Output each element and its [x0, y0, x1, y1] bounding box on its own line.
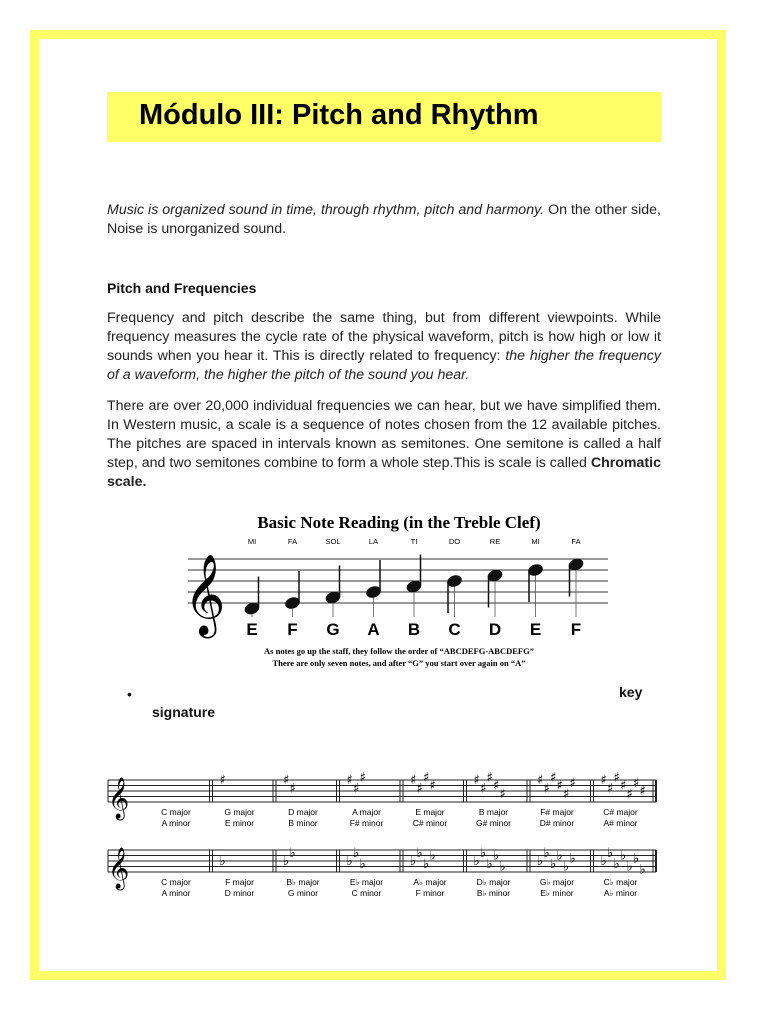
- sharp-icon: ♯: [429, 778, 436, 794]
- intro-italic: Music is organized sound in time, through rhythm, pitch and harmony.: [107, 202, 545, 218]
- bullet-marker: •: [127, 686, 132, 702]
- sharp-icon: ♯: [613, 770, 620, 786]
- flat-icon: ♭: [543, 845, 550, 861]
- notes: [243, 537, 585, 639]
- solfege-label: MI: [247, 537, 257, 546]
- solfege-label: SOL: [325, 537, 341, 546]
- flat-icon: ♭: [550, 856, 557, 872]
- key-minor-label: A minor: [161, 888, 191, 898]
- key-minor-label: A# minor: [603, 818, 638, 828]
- solfege-label: MI: [531, 537, 540, 546]
- flat-icon: ♭: [556, 848, 563, 864]
- intro-paragraph: [107, 201, 661, 239]
- sharp-icon: ♯: [499, 786, 506, 802]
- flat-icon: ♭: [289, 845, 296, 861]
- sharp-icon: ♯: [486, 770, 493, 786]
- flat-icon: ♭: [480, 845, 487, 861]
- key-minor-label: D# minor: [539, 818, 575, 828]
- key-minor-label: C minor: [351, 888, 382, 898]
- flat-icon: ♭: [626, 859, 633, 875]
- key-label-word2: signature: [152, 704, 216, 720]
- flat-icon: ♭: [346, 854, 353, 869]
- key-minor-label: G# minor: [476, 818, 511, 828]
- flat-icon: ♭: [569, 851, 576, 867]
- sharp-icon: ♯: [620, 778, 627, 794]
- note-letter: D: [488, 620, 502, 639]
- sharp-icon: ♯: [289, 781, 296, 797]
- sharp-icon: ♯: [359, 770, 366, 786]
- key-major-label: F# major: [540, 807, 574, 817]
- note-letter: E: [246, 620, 258, 639]
- flat-icon: ♭: [633, 851, 640, 867]
- key-minor-label: B minor: [288, 818, 318, 828]
- key-major-label: G♭ major: [539, 877, 575, 887]
- key-major-label: D♭ major: [476, 877, 511, 887]
- key-minor-label: G minor: [287, 888, 319, 898]
- flat-icon: ♭: [639, 862, 646, 878]
- flat-icon: ♭: [219, 854, 226, 869]
- key-minor-label: D minor: [224, 888, 255, 898]
- note-letter: F: [287, 620, 298, 639]
- pitch-paragraph: [107, 309, 661, 385]
- key-major-label: C major: [161, 807, 191, 817]
- page-title: Módulo III: Pitch and Rhythm: [139, 99, 539, 131]
- sharp-icon: ♯: [543, 781, 550, 797]
- sharp-icon: ♯: [569, 775, 576, 791]
- sharp-icon: ♯: [480, 781, 487, 797]
- sharp-icon: ♯: [346, 773, 353, 788]
- note-reading-figure: [180, 505, 620, 675]
- figure-caption-2: There are only seven notes, and after “G” you start over again on “A”: [272, 658, 526, 668]
- key-major-label: B♭ major: [286, 877, 320, 887]
- figure-title: Basic Note Reading (in the Treble Clef): [257, 513, 541, 532]
- sharp-icon: ♯: [353, 781, 360, 797]
- sharp-icon: ♯: [537, 773, 544, 788]
- key-minor-label: F# minor: [349, 818, 384, 828]
- sharp-icon: ♯: [219, 773, 226, 788]
- sharp-icon: ♯: [556, 778, 563, 794]
- sharp-icon: ♯: [423, 770, 430, 786]
- flat-icon: ♭: [537, 854, 544, 869]
- note-letter: G: [326, 620, 340, 639]
- key-minor-label: C# minor: [412, 818, 448, 828]
- note-letter: B: [407, 620, 421, 639]
- note-letter: E: [529, 620, 542, 639]
- key-major-label: G major: [224, 807, 255, 817]
- key-major-label: C major: [161, 877, 191, 887]
- key-major-label: A major: [352, 807, 381, 817]
- key-minor-label: B♭ minor: [476, 888, 511, 898]
- sharp-icon: ♯: [639, 784, 646, 799]
- solfege-label: LA: [368, 537, 379, 546]
- pitch-italic: the higher the frequency of a waveform, the higher the pitch of the sound you hear.: [107, 348, 661, 383]
- flat-icon: ♭: [600, 854, 607, 869]
- key-minor-label: F minor: [415, 888, 445, 898]
- section-heading: Pitch and Frequencies: [107, 280, 257, 296]
- key-major-label: C# major: [603, 807, 638, 817]
- flat-icon: ♭: [607, 845, 614, 861]
- sharp-icon: ♯: [473, 773, 480, 788]
- key-major-label: F major: [225, 877, 254, 887]
- solfege-label: FA: [287, 537, 298, 546]
- sharp-icon: ♯: [410, 773, 417, 788]
- sharp-icon: ♯: [283, 773, 290, 788]
- flat-icon: ♭: [613, 856, 620, 872]
- treble-clef-icon: 𝄞: [108, 848, 130, 889]
- sharp-icon: ♯: [563, 786, 570, 802]
- treble-clef-icon: 𝄞: [184, 553, 226, 635]
- title-banner: [107, 92, 661, 142]
- sharp-keys-row: [108, 770, 656, 828]
- scale-text: There are over 20,000 individual frequencies we can hear, but we have simplified them. In Western music, a scale is a sequence of notes chosen from the 12 available pitches. The pitches are spaced in intervals known as semitones. One semitone is called a half step, and two semitones combine to form a whole step.This is scale is called: [107, 398, 661, 471]
- flat-icon: ♭: [353, 845, 360, 861]
- flat-icon: ♭: [473, 854, 480, 869]
- key-major-label: C♭ major: [603, 877, 638, 887]
- key-minor-label: A♭ minor: [603, 888, 638, 898]
- key-label-word1: key: [619, 684, 643, 700]
- key-minor-label: E♭ minor: [540, 888, 574, 898]
- solfege-label: FA: [571, 537, 581, 546]
- figure-caption-1: As notes go up the staff, they follow the order of “ABCDEFG-ABCDEFG”: [264, 646, 534, 656]
- key-minor-label: E minor: [224, 818, 255, 828]
- scale-bold: Chromatic scale.: [107, 455, 661, 490]
- key-major-label: D major: [288, 807, 318, 817]
- key-minor-label: A minor: [161, 818, 191, 828]
- sharp-icon: ♯: [633, 775, 640, 791]
- key-major-label: A♭ major: [413, 877, 447, 887]
- treble-clef-icon: 𝄞: [108, 778, 130, 819]
- sharp-icon: ♯: [600, 773, 607, 788]
- flat-icon: ♭: [486, 856, 493, 872]
- sharp-icon: ♯: [607, 781, 614, 797]
- key-signatures-figure: [104, 765, 664, 905]
- flat-icon: ♭: [499, 859, 506, 875]
- pitch-text: Frequency and pitch describe the same thing, but from different viewpoints. While frequency measures the cycle rate of the physical waveform, pitch is how high or low it sounds when you hear it. This is directly related to frequency:: [107, 310, 661, 364]
- staff-lines: [188, 559, 608, 603]
- sharp-icon: ♯: [550, 770, 557, 786]
- flat-icon: ♭: [416, 845, 423, 861]
- flat-icon: ♭: [423, 856, 430, 872]
- flat-icon: ♭: [359, 856, 366, 872]
- sharp-icon: ♯: [626, 786, 633, 802]
- solfege-label: RE: [489, 537, 501, 546]
- flat-keys-row: [108, 846, 656, 898]
- flat-icon: ♭: [493, 848, 500, 864]
- flat-icon: ♭: [283, 854, 290, 869]
- flat-icon: ♭: [563, 859, 570, 875]
- note-letter: F: [570, 620, 582, 639]
- key-major-label: E♭ major: [349, 877, 384, 887]
- note-letter: A: [367, 620, 380, 639]
- flat-icon: ♭: [429, 848, 436, 864]
- flat-icon: ♭: [410, 854, 417, 869]
- sharp-icon: ♯: [416, 781, 423, 797]
- intro-rest: On the other side, Noise is unorganized sound.: [107, 202, 661, 237]
- key-major-label: E major: [415, 807, 445, 817]
- solfege-label: TI: [410, 537, 418, 546]
- sharp-icon: ♯: [493, 778, 500, 794]
- note-letter: C: [448, 620, 461, 639]
- key-major-label: B major: [478, 807, 509, 817]
- scale-paragraph: [107, 397, 661, 492]
- solfege-label: DO: [448, 537, 461, 546]
- flat-icon: ♭: [620, 848, 627, 864]
